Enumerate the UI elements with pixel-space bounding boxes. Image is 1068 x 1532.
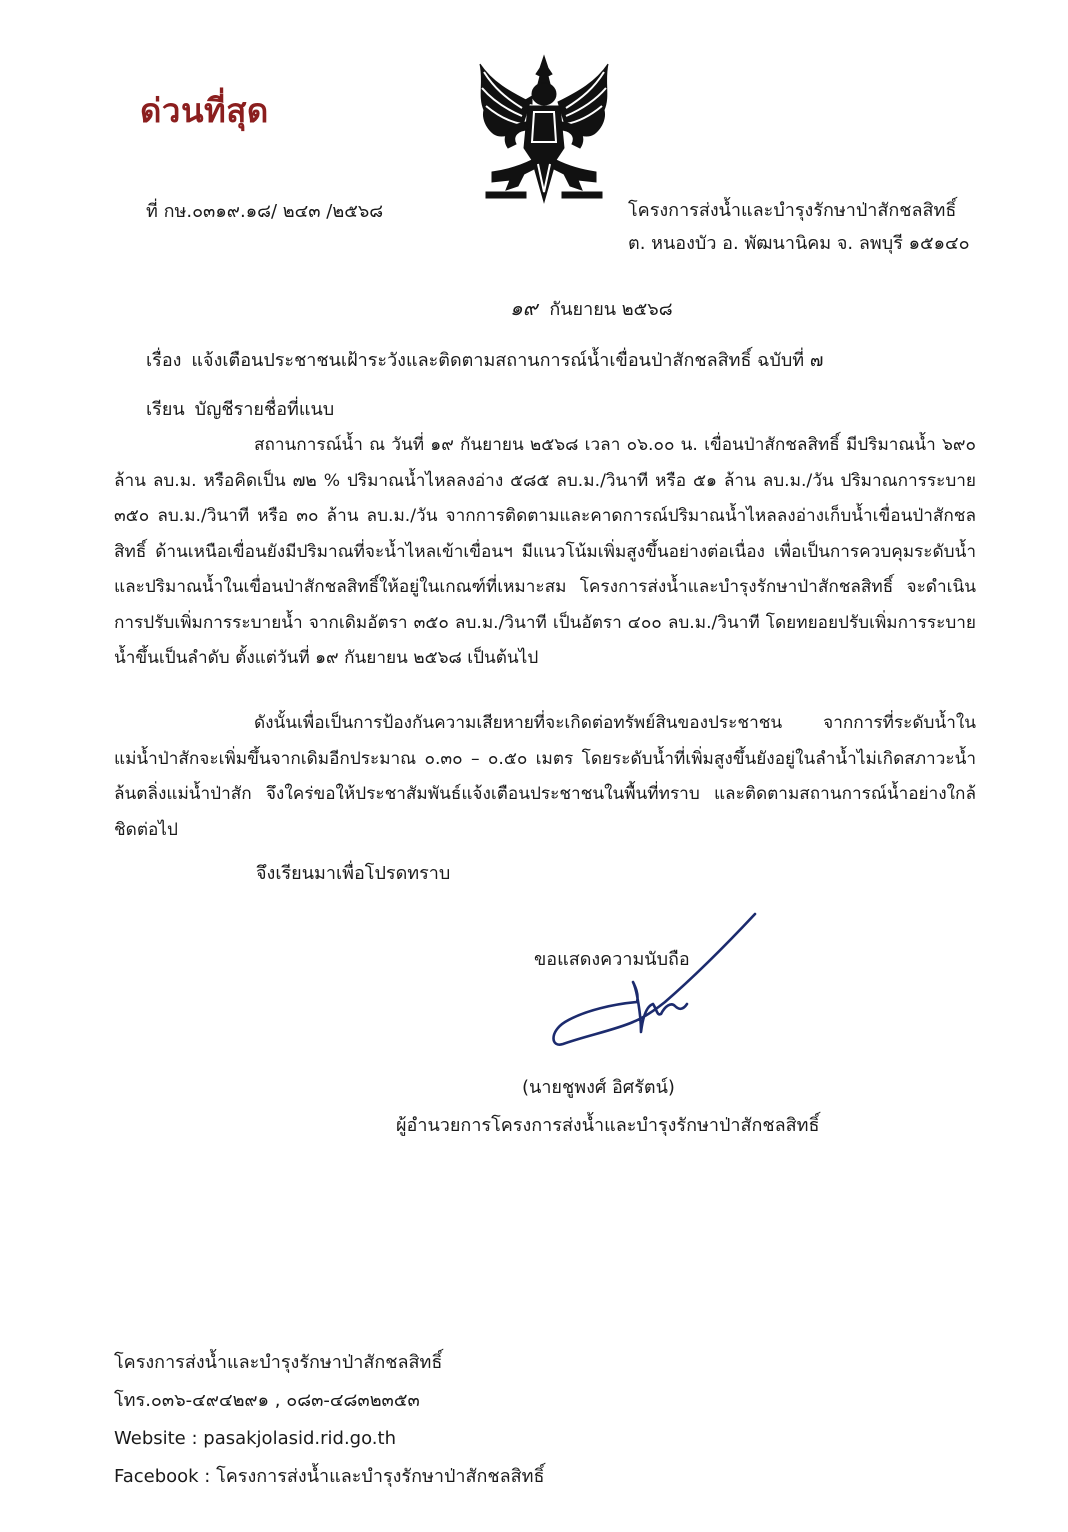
footer-facebook[interactable]: Facebook : โครงการส่งน้ำและบำรุงรักษาป่าสักชลสิทธิ์: [114, 1466, 545, 1487]
garuda-emblem-icon: [470, 52, 618, 208]
date-month-year: กันยายน ๒๕๖๘: [549, 299, 673, 320]
body-paragraph-2: ดังนั้นเพื่อเป็นการป้องกันความเสียหายที่จะเกิดต่อทรัพย์สินของประชาชน จากการที่ระดับน้ำในแม่น้ำป่าสักจะเพิ่มขึ้นจากเดิมอีกประมาณ ๐.๓๐ – ๐.๕๐ เมตร โดยระดับน้ำที่เพิ่มสูงขึ้นยังอยู่ในลำน้ำไม่เกิดสภาวะน้ำล้นตลิ่งแม่น้ำป่าสัก จึงใคร่ขอให้ประชาสัมพันธ์แจ้งเตือนประชาชนในพื้นที่ทราบ และติดตามสถานการณ์น้ำอย่างใกล้ชิดต่อไป: [114, 713, 976, 840]
signer-title: ผู้อำนวยการโครงการส่งน้ำและบำรุงรักษาป่าสักชลสิทธิ์: [396, 1115, 820, 1136]
footer-phone: โทร.๐๓๖-๔๙๔๒๙๑ , ๐๘๓-๔๘๓๒๓๕๓: [114, 1390, 420, 1411]
issuer-location: ต. หนองบัว อ. พัฒนานิคม จ. ลพบุรี ๑๕๑๔๐: [628, 233, 970, 254]
recipient-label: เรียน: [146, 399, 185, 420]
recipient-text: บัญชีรายชื่อที่แนบ: [194, 399, 335, 420]
footer-org: โครงการส่งน้ำและบำรุงรักษาป่าสักชลสิทธิ์: [114, 1352, 443, 1373]
footer-website[interactable]: Website : pasakjolasid.rid.go.th: [114, 1428, 396, 1449]
issuer-name: โครงการส่งน้ำและบำรุงรักษาป่าสักชลสิทธิ์: [628, 200, 957, 221]
subject-text: แจ้งเตือนประชาชนเฝ้าระวังและติดตามสถานการณ์น้ำเขื่อนป่าสักชลสิทธิ์ ฉบับที่ ๗: [191, 350, 824, 371]
document-number: ที่ กษ.๐๓๑๙.๑๘/ ๒๔๓ /๒๕๖๘: [146, 201, 384, 222]
body-paragraph-1: สถานการณ์น้ำ ณ วันที่ ๑๙ กันยายน ๒๕๖๘ เวลา ๐๖.๐๐ น. เขื่อนป่าสักชลสิทธิ์ มีปริมาณน้ำ ๖๙๐ ล้าน ลบ.ม. หรือคิดเป็น ๗๒ % ปริมาณน้ำไหลลงอ่าง ๕๘๕ ลบ.ม./วินาที หรือ ๕๑ ล้าน ลบ.ม./วัน ปริมาณการระบาย ๓๕๐ ลบ.ม./วินาที หรือ ๓๐ ล้าน ลบ.ม./วัน จากการติดตามและคาดการณ์ปริมาณน้ำไหลลงอ่างเก็บน้ำเขื่อนป่าสักชลสิทธิ์ ด้านเหนือเขื่อนยังมีปริมาณที่จะน้ำไหลเข้าเขื่อนฯ มีแนวโน้มเพิ่มสูงขึ้นอย่างต่อเนื่อง เพื่อเป็นการควบคุมระดับน้ำและปริมาณน้ำในเขื่อนป่าสักชลสิทธิ์ให้อยู่ในเกณฑ์ที่เหมาะสม โครงการส่งน้ำและบำรุงรักษาป่าสักชลสิทธิ์ จะดำเนินการปรับเพิ่มการระบายน้ำ จากเดิมอัตรา ๓๕๐ ลบ.ม./วินาที เป็นอัตรา ๔๐๐ ลบ.ม./วินาที โดยทยอยปรับเพิ่มการระบายน้ำขึ้นเป็นลำดับ ตั้งแต่วันที่ ๑๙ กันยายน ๒๕๖๘ เป็นต้นไป: [114, 435, 976, 668]
issuer-address: [628, 194, 970, 260]
document-date: [510, 292, 673, 324]
urgency-label: ด่วนที่สุด: [140, 91, 269, 130]
recipient-line: [146, 394, 334, 423]
signer-name: (นายชูพงศ์ อิศรัตน์): [522, 1077, 675, 1098]
regards-text: ขอแสดงความนับถือ: [534, 949, 690, 970]
date-day: ๑๙: [510, 296, 538, 320]
subject-line: [146, 345, 823, 374]
closing-line: จึงเรียนมาเพื่อโปรดทราบ: [256, 863, 451, 884]
handwritten-signature-icon: [545, 906, 765, 1066]
subject-label: เรื่อง: [146, 350, 182, 371]
footer-contact: [114, 1344, 544, 1496]
